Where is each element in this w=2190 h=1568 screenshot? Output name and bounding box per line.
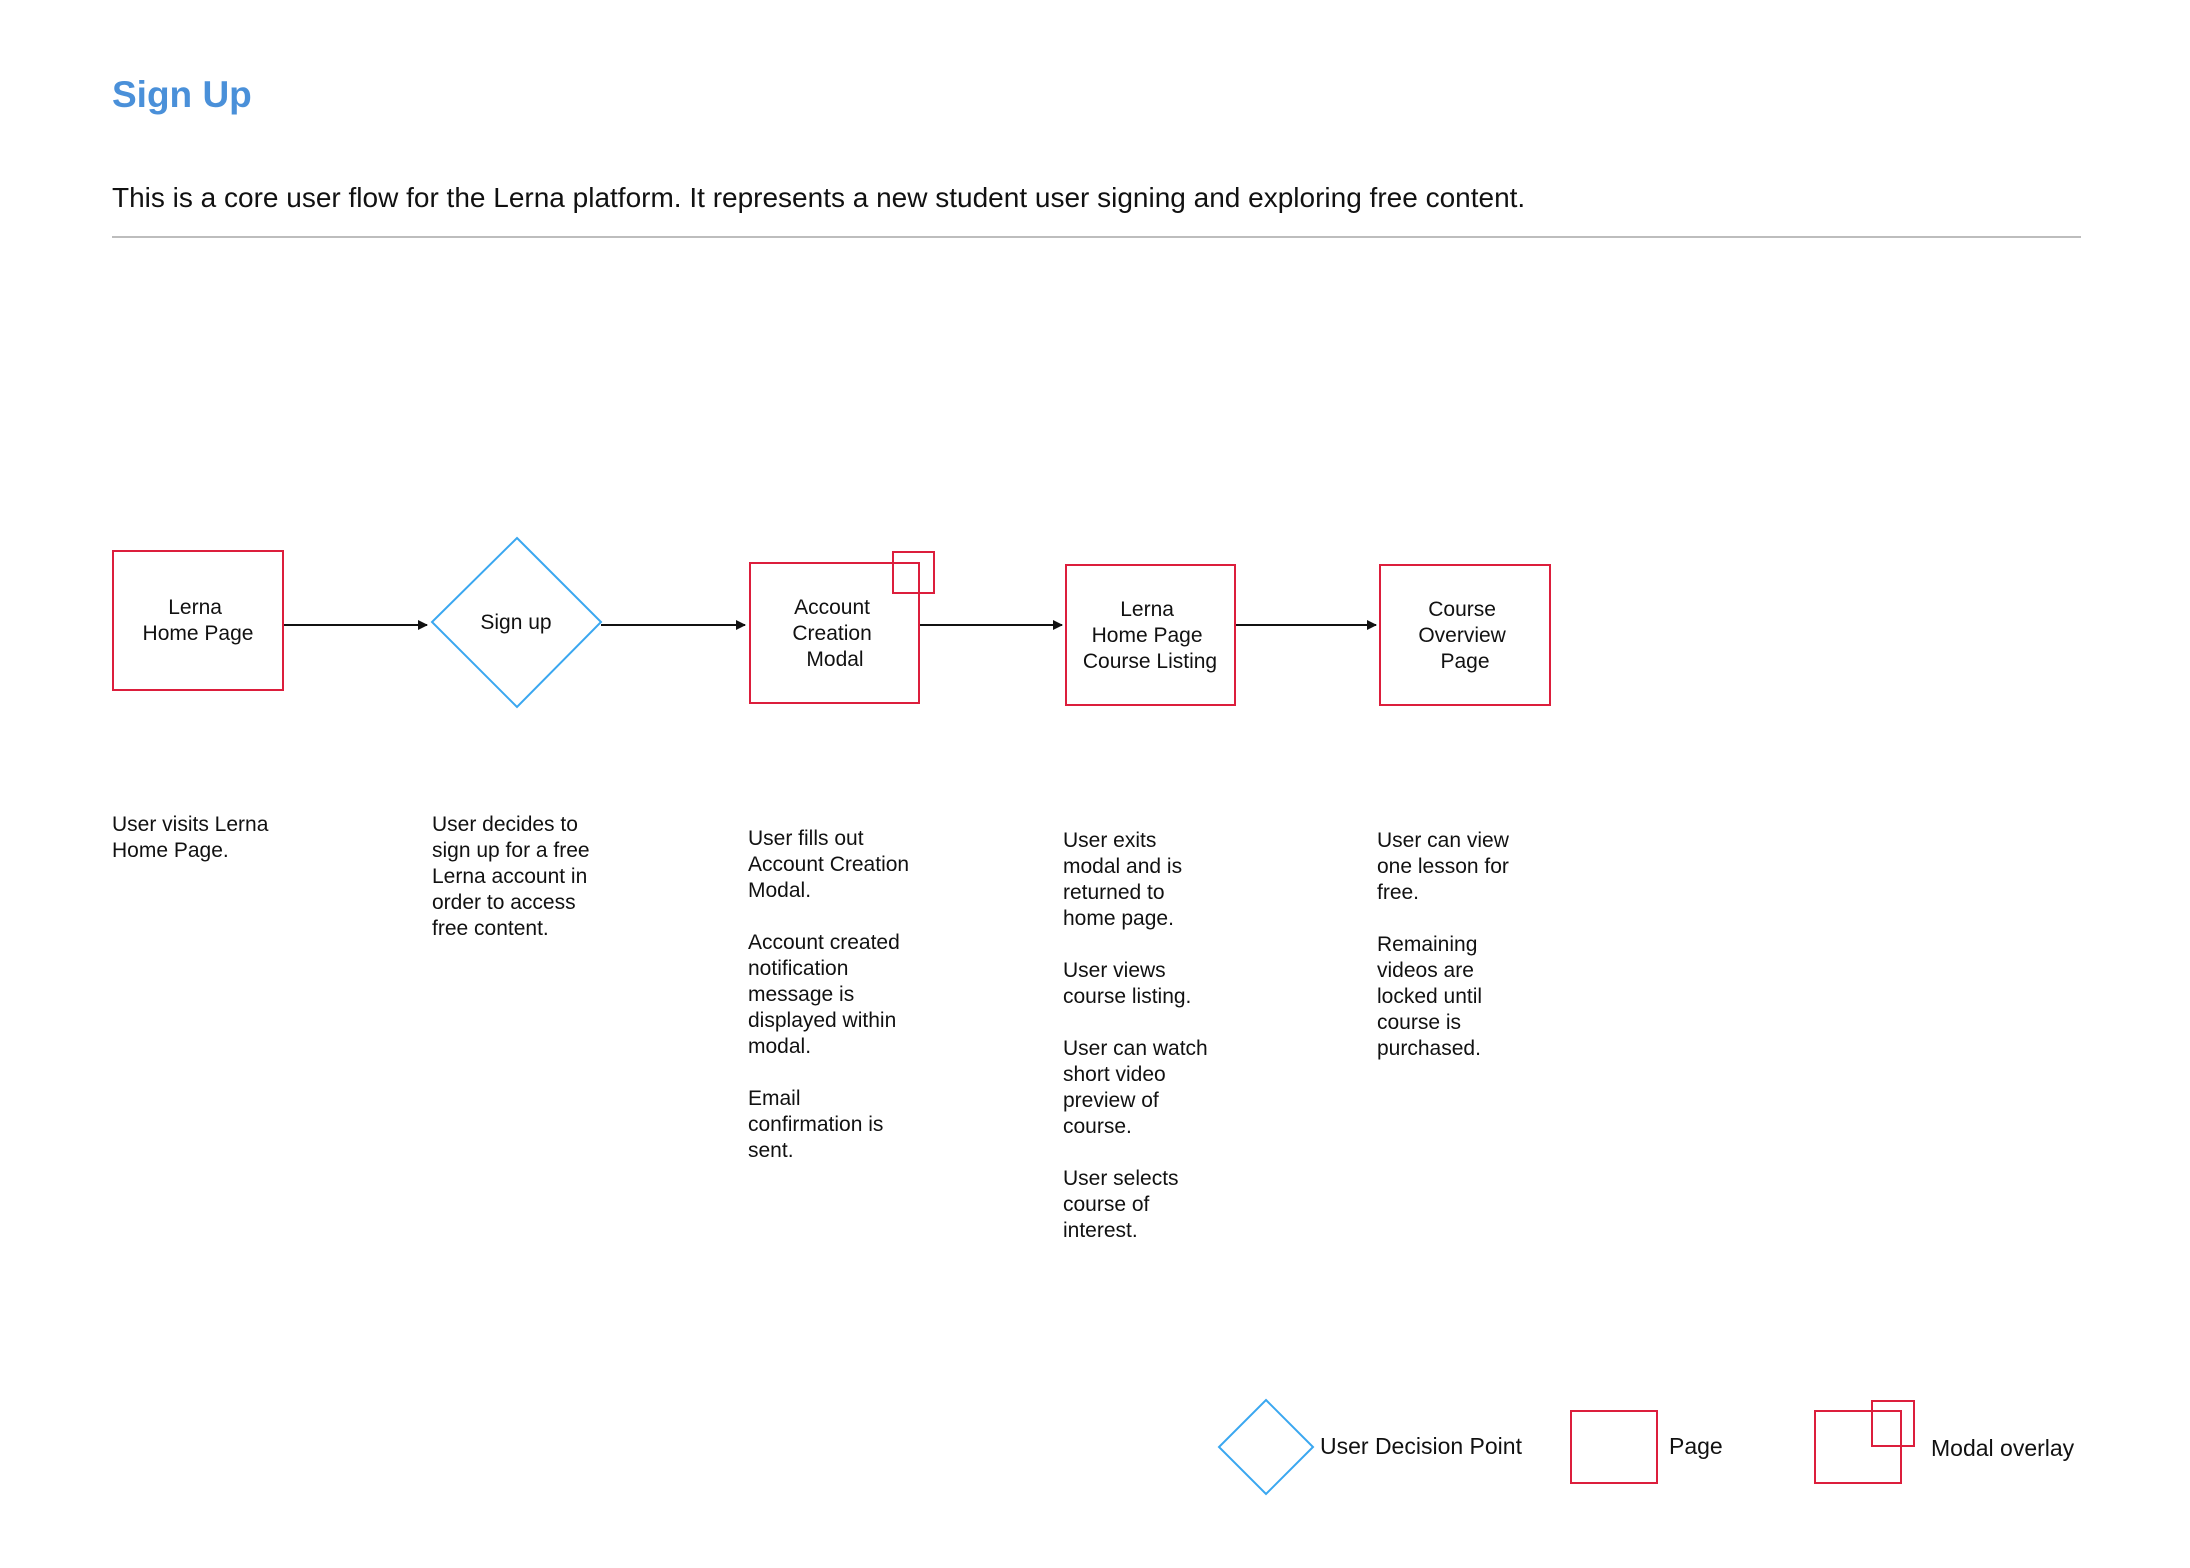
legend-modal-overlay-icon xyxy=(1872,1401,1914,1446)
node-label-line: Lerna xyxy=(1120,598,1174,621)
node-label-line: Sign up xyxy=(480,611,552,634)
node-label-line: Modal xyxy=(806,648,864,671)
legend xyxy=(1219,1400,2075,1494)
note-account-creation-modal: User fills out Account Creation Modal. Account created notification message is displayed within modal. Email confirmation is sent. xyxy=(748,827,910,1162)
svg-text:Lerna Home Page xyxy=(143,596,254,645)
page-description: This is a core user flow for the Lerna platform. It represents a new student user signing and exploring free content. xyxy=(112,182,1526,213)
note-sign-up: User decides to sign up for a free Lerna account in order to access free content. xyxy=(432,813,590,940)
page-shape xyxy=(113,551,283,690)
note-lerna-home-page: User visits Lerna Home Page. xyxy=(112,813,269,862)
node-sign-up xyxy=(432,538,601,707)
note-home-course-listing: User exits modal and is returned to home page. User views course listing. User can watch short video preview of course. User selects course of interest. xyxy=(1063,829,1208,1242)
node-home-course-listing xyxy=(1066,565,1235,705)
page-title: Sign Up xyxy=(112,74,252,115)
node-label-line: Course xyxy=(1428,598,1496,621)
note-course-overview-page: User can view one lesson for free. Remaining videos are locked until course is purchased. xyxy=(1377,829,1509,1060)
node-label-line: Page xyxy=(1440,650,1490,673)
node-label-line: Lerna xyxy=(168,596,222,619)
node-label-line: Home Page xyxy=(1091,624,1203,647)
svg-text:Sign up xyxy=(480,611,551,634)
node-lerna-home-page xyxy=(113,551,283,690)
node-label-line: Overview xyxy=(1418,624,1506,647)
svg-text:Account Creation M xyxy=(792,596,877,671)
svg-text:Lerna Home Page Co xyxy=(1083,598,1217,673)
legend-decision-label: User Decision Point xyxy=(1320,1433,1522,1459)
node-course-overview-page xyxy=(1380,565,1550,705)
node-label-line: Course Listing xyxy=(1082,650,1218,673)
legend-decision-icon xyxy=(1219,1400,1313,1494)
node-label-line: Creation xyxy=(792,622,872,645)
modal-overlay-shape xyxy=(893,552,934,593)
node-account-creation-modal xyxy=(750,552,934,703)
node-label-line: Account xyxy=(794,596,871,619)
legend-page-label: Page xyxy=(1669,1433,1723,1459)
legend-modal-label: Modal overlay xyxy=(1931,1435,2075,1461)
svg-text:Course Overview Pa xyxy=(1418,598,1511,673)
node-label-line: Home Page xyxy=(142,622,254,645)
legend-page-icon xyxy=(1571,1411,1657,1483)
